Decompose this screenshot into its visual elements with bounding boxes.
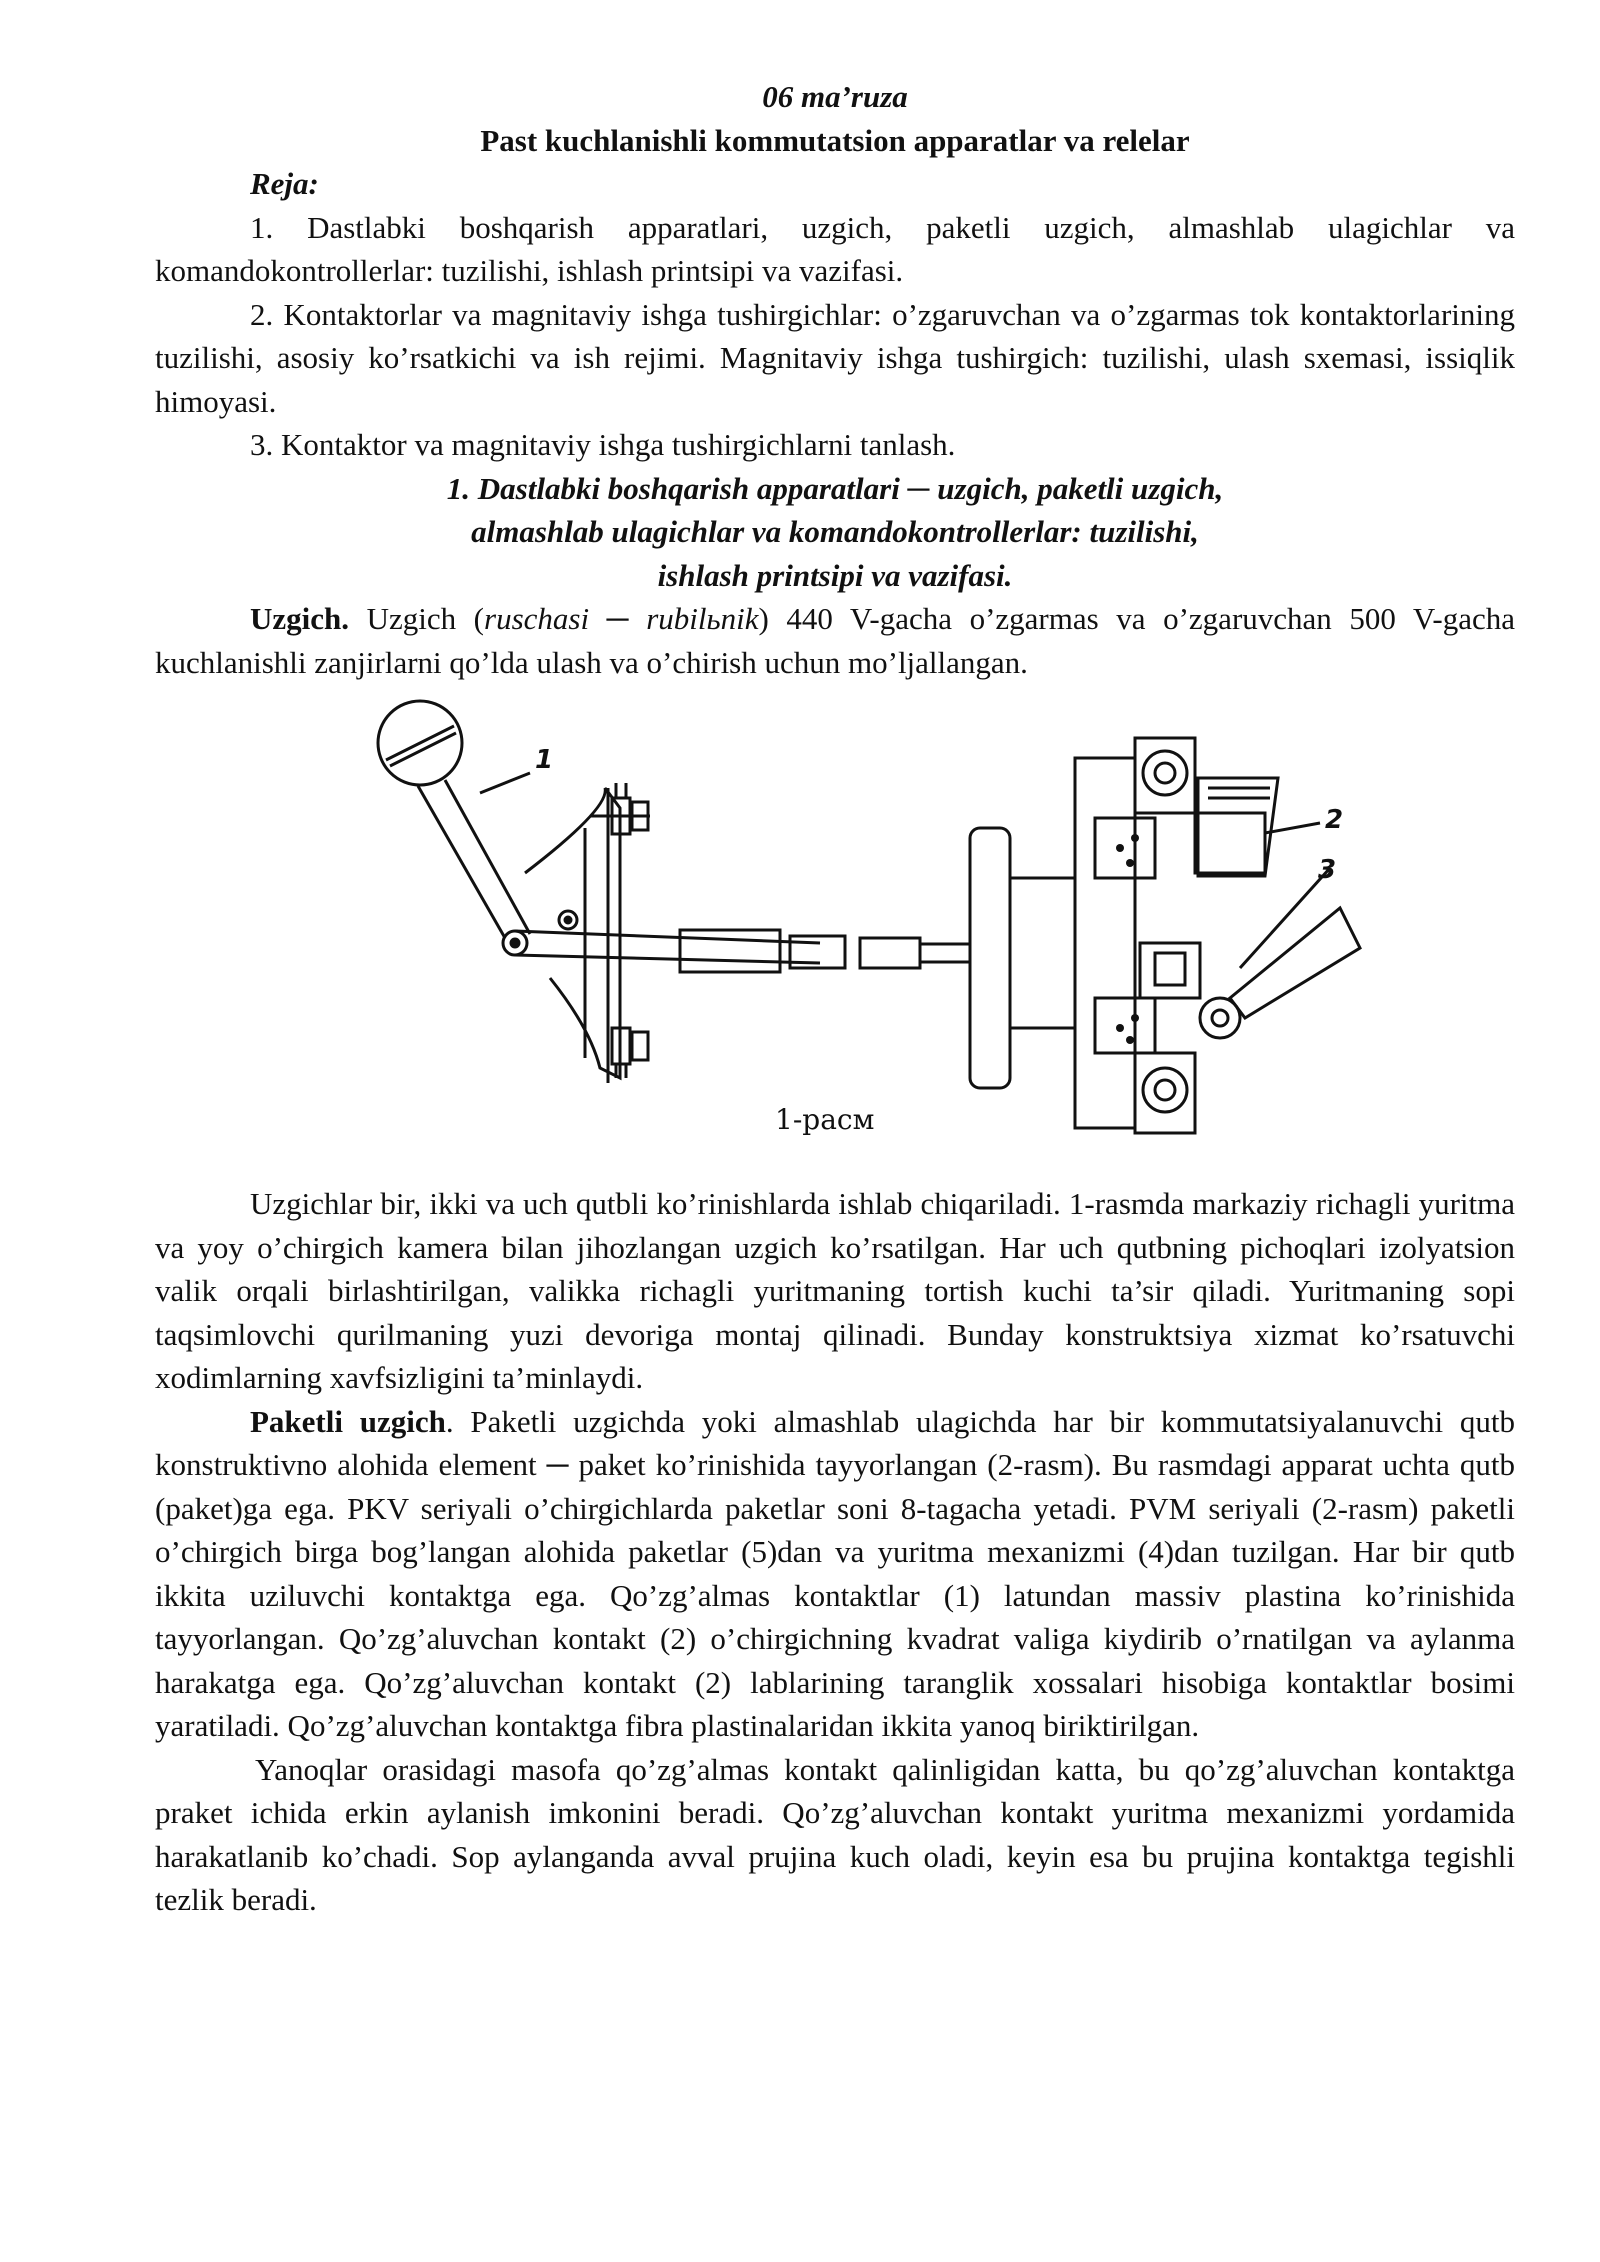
uzgich-text-a: Uzgich ( <box>349 601 485 636</box>
uzgich-term: Uzgich. <box>250 601 350 636</box>
plan-item-2: 2. Kontaktorlar va magnitaviy ishga tushirgichlar: o’zgaruvchan va o’zgarmas tok kontaktorlarining tuzilishi, asosiy ko’rsatkichi va ish rejimi. Magnitaviy ishga tushirgich: tuzilishi, ulash sxemasi, issiqlik himoyasi. <box>155 296 1515 419</box>
plan-item-1: 1. Dastlabki boshqarish apparatlari, uzgich, paketli uzgich, almashlab ulagichlar va komandokontrollerlar: tuzilishi, ishlash printsipi va vazifasi. <box>155 209 1515 288</box>
section-heading-line-3: ishlash printsipi va vazifasi. <box>657 557 1013 593</box>
knife-switch-drawing <box>350 698 1344 1158</box>
figure-1 <box>155 698 1515 1158</box>
uzgich-text-b: ) 440 V-gacha o’zgarmas va o’zgaruvchan 500 V-gacha kuchlanishli zanjirlarni qo’lda ulash va o’chirish uchun mo’ljallangan. <box>155 601 1516 680</box>
plan-item-3: 3. Kontaktor va magnitaviy ishga tushirgichlarni tanlash. <box>250 427 956 462</box>
section-heading-line-1: 1. Dastlabki boshqarish apparatlari ─ uzgich, paketli uzgich, <box>446 470 1224 506</box>
paragraph-3: Yanoqlar orasidagi masofa qo’zg’almas kontakt qalinligidan katta, bu qo’zg’aluvchan kontaktga praket ichida erkin aylanish imkonini beradi. Qo’zg’aluvchan kontakt yuritma mexanizmi yordamida harakatlanib ko’chadi. Sop aylanganda avval prujina kuch oladi, keyin esa bu prujina kontaktga tegishli tezlik beradi. <box>155 1751 1515 1917</box>
figure-label-2: 2 <box>1325 805 1344 835</box>
paketli-uzgich-term: Paketli uzgich <box>250 1403 446 1439</box>
plan-label: Reja: <box>250 166 319 201</box>
paragraph-2-text: . Paketli uzgichda yoki almashlab ulagichda har bir kommutatsiyalanuvchi qutb konstruktivno alohida element ─ paket ko’rinishida tayyorlangan (2-rasm). Bu rasmdagi apparat uchta qutb (paket)ga ega. PKV seriyali o’chirgichlarda paketlar soni 8-tagacha yetadi. PVM seriyali (2-rasm) paketli o’chirgich birga bog’langan alohida paketlar (5)dan va yuritma mexanizmi (4)dan tuzilgan. Har bir qutb ikkita uziluvchi kontaktga ega. Qo’zg’almas kontaktlar (1) latundan massiv plastina ko’rinishida tayyorlangan. Qo’zg’aluvchan kontakt (2) o’chirgichning kvadrat valiga kiydirib o’rnatilgan va aylanma harakatga ega. Qo’zg’aluvchan kontakt (2) lablarining taranglik xossalari hisobiga kontaktlar bosimi yaratiladi. Qo’zg’aluvchan kontaktga fibra plastinalaridan ikkita yanoq biriktirilgan. <box>155 1403 1515 1743</box>
document-content <box>155 75 1515 1922</box>
lecture-number: 06 ma’ruza <box>762 79 908 114</box>
lecture-title: Past kuchlanishli kommutatsion apparatlar va relelar <box>480 122 1190 158</box>
figure-label-1: 1 <box>535 745 554 775</box>
paragraph-2 <box>155 1400 1515 1748</box>
uzgich-paragraph <box>155 597 1515 684</box>
paragraph-1: Uzgichlar bir, ikki va uch qutbli ko’rinishlarda ishlab chiqariladi. 1-rasmda markaziy richagli yuritma va yoy o’chirgich kamera bilan jihozlangan uzgich ko’rsatilgan. Har uch qutbning pichoqlari izolyatsion valik orqali birlashtirilgan, valikka richagli yuritmaning tortish kuchi ta’sir qiladi. Yuritmaning sopi taqsimlovchi qurilmaning yuzi devoriga montaj qilinadi. Bunday konstruktsiya xizmat ko’rsatuvchi xodimlarning xavfsizligini ta’minlaydi. <box>155 1186 1515 1395</box>
figure-caption: 1-расм <box>775 1103 875 1136</box>
figure-label-3: 3 <box>1318 855 1337 885</box>
section-heading-line-2: almashlab ulagichlar va komandokontrollerlar: tuzilishi, <box>471 514 1199 549</box>
uzgich-italic: ruschasi ─ rubilьnik <box>484 601 759 636</box>
